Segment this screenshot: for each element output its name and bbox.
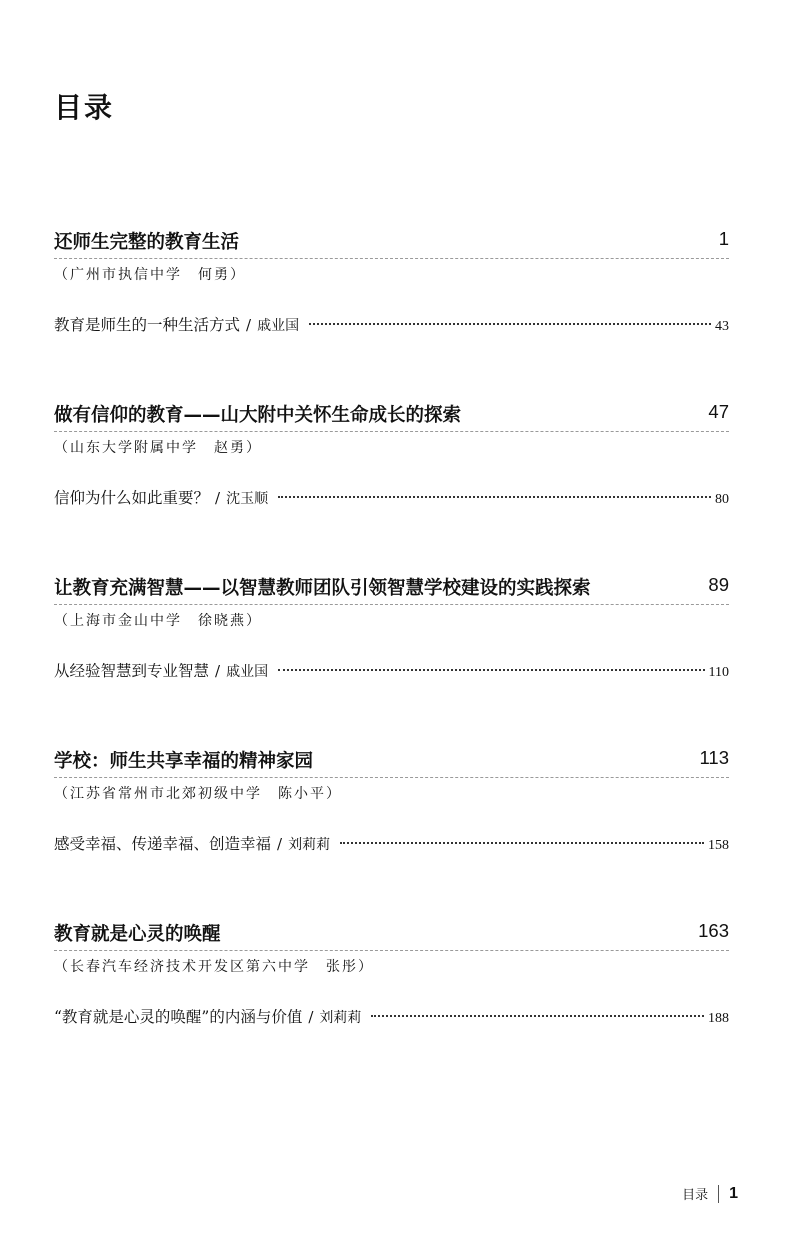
section-title[interactable]: 教育就是心灵的唤醒 xyxy=(54,924,221,945)
page-title: 目录 xyxy=(54,91,115,124)
entry-author: 戚业国 xyxy=(226,664,269,680)
section-school-author: （江苏省常州市北郊初级中学 陈小平） xyxy=(54,786,342,802)
section-header xyxy=(54,574,729,605)
dot-leader xyxy=(278,496,711,498)
footer-divider xyxy=(718,1185,719,1203)
dot-leader xyxy=(309,323,711,325)
entry-author: 刘莉莉 xyxy=(319,1010,362,1026)
entry-title: 信仰为什么如此重要？ xyxy=(54,489,210,507)
section-header xyxy=(54,401,729,432)
section-page-number: 163 xyxy=(698,920,729,941)
entry-separator: / xyxy=(215,662,221,680)
section-header xyxy=(54,228,729,259)
dot-leader xyxy=(278,669,704,671)
section-title[interactable]: 学校：师生共享幸福的精神家园 xyxy=(54,751,314,772)
toc-entry[interactable] xyxy=(54,486,729,508)
section-page-number: 113 xyxy=(699,747,729,768)
section-title[interactable]: 让教育充满智慧——以智慧教师团队引领智慧学校建设的实践探索 xyxy=(54,578,591,599)
entry-separator: / xyxy=(308,1008,314,1026)
section-title[interactable]: 做有信仰的教育——山大附中关怀生命成长的探索 xyxy=(54,405,462,426)
section-page-number: 1 xyxy=(718,228,729,249)
entry-author: 戚业国 xyxy=(257,318,300,334)
toc-entry[interactable] xyxy=(54,313,729,335)
dot-leader xyxy=(371,1015,704,1017)
entry-page-number: 43 xyxy=(715,319,729,334)
footer-label: 目录 xyxy=(682,1188,709,1203)
toc-section xyxy=(54,401,729,508)
toc-entry[interactable] xyxy=(54,832,729,854)
entry-title: 从经验智慧到专业智慧 xyxy=(54,662,210,680)
entry-page-number: 110 xyxy=(708,665,729,680)
section-page-number: 47 xyxy=(708,401,729,422)
entry-separator: / xyxy=(215,489,221,507)
entry-author: 刘莉莉 xyxy=(288,837,331,853)
entry-title: 感受幸福、传递幸福、创造幸福 xyxy=(54,835,272,853)
entry-title: “教育就是心灵的唤醒”的内涵与价值 xyxy=(54,1008,303,1026)
section-page-number: 89 xyxy=(708,574,729,595)
section-school-author: （上海市金山中学 徐晓燕） xyxy=(54,613,262,629)
footer-page-number: 1 xyxy=(729,1184,738,1202)
entry-separator: / xyxy=(246,316,252,334)
page-footer xyxy=(682,1184,738,1203)
toc-section xyxy=(54,747,729,854)
section-school-author: （山东大学附属中学 赵勇） xyxy=(54,440,262,456)
toc-entry[interactable] xyxy=(54,1005,729,1027)
entry-page-number: 188 xyxy=(708,1011,729,1026)
entry-separator: / xyxy=(277,835,283,853)
toc-section xyxy=(54,228,729,335)
section-header xyxy=(54,920,729,951)
section-header xyxy=(54,747,729,778)
toc-section xyxy=(54,574,729,681)
entry-author: 沈玉顺 xyxy=(226,491,269,507)
entry-title: 教育是师生的一种生活方式 xyxy=(54,316,241,334)
section-title[interactable]: 还师生完整的教育生活 xyxy=(54,232,240,253)
entry-page-number: 80 xyxy=(715,492,729,507)
toc-section xyxy=(54,920,729,1027)
dot-leader xyxy=(340,842,704,844)
section-school-author: （广州市执信中学 何勇） xyxy=(54,267,246,283)
section-school-author: （长春汽车经济技术开发区第六中学 张彤） xyxy=(54,959,374,975)
toc-entry[interactable] xyxy=(54,659,729,681)
entry-page-number: 158 xyxy=(708,838,729,853)
